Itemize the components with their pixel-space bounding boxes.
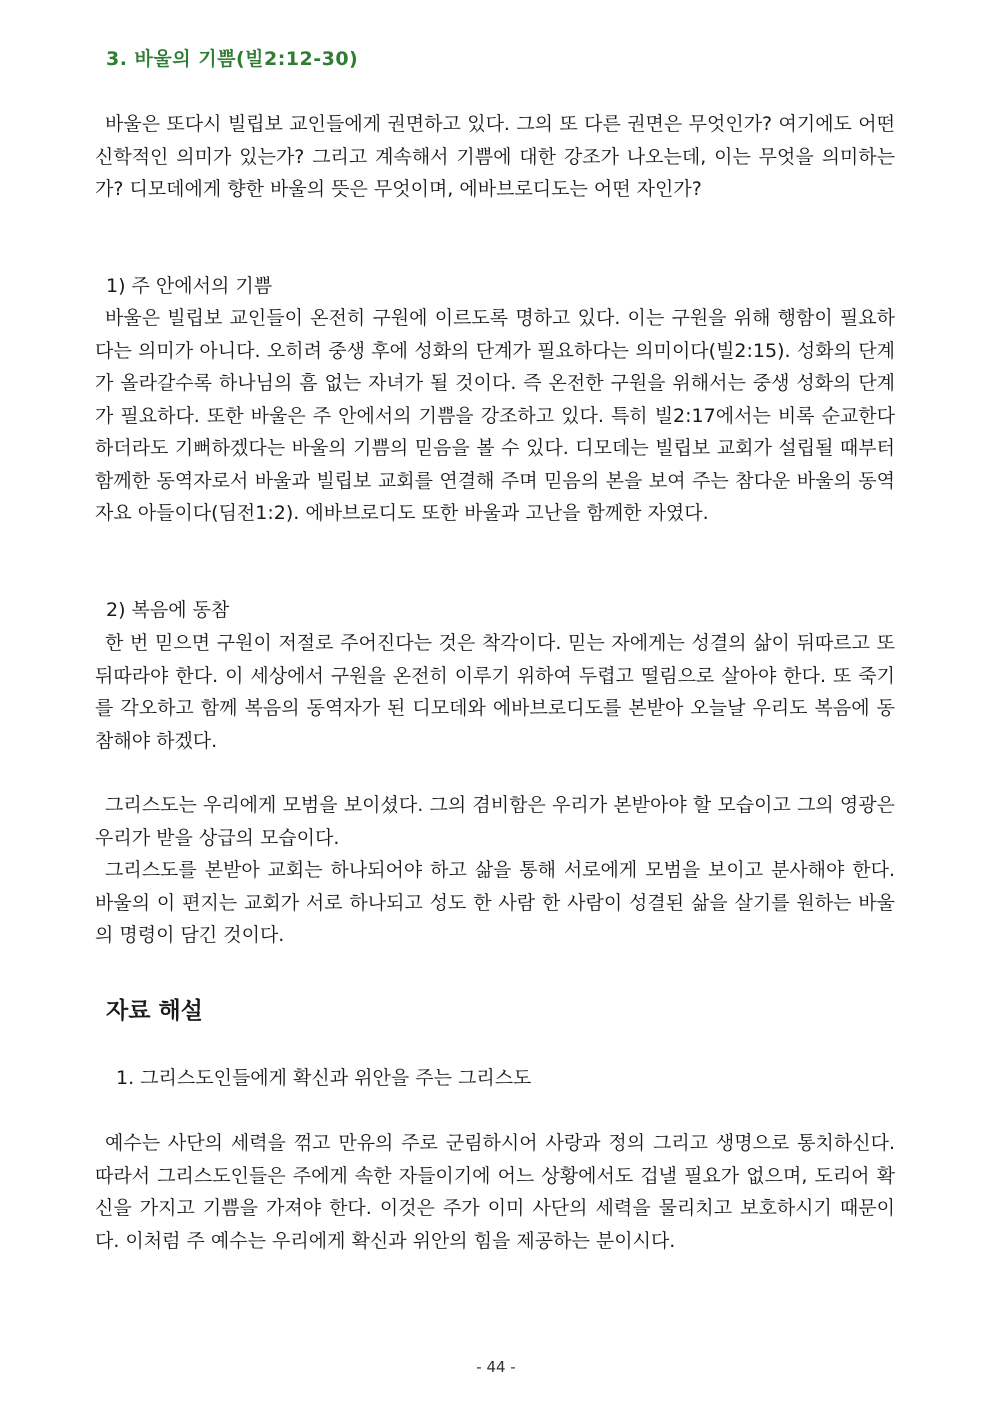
section-title: 3. 바울의 기쁨(빌2:12-30): [106, 48, 359, 70]
subsection-paragraph-2c: 그리스도를 본받아 교회는 하나되어야 하고 삶을 통해 서로에게 모범을 보이고 분사해야 한다. 바울의 이 편지는 교회가 서로 하나되고 성도 한 사람 한 사람이 성결된 삶을 살기를 원하는 바울의 명령이 담긴 것이다.: [95, 859, 895, 946]
subsection-heading-2: 2) 복음에 동참: [106, 599, 230, 621]
commentary-heading: 자료 해설: [106, 998, 203, 1024]
commentary-item-paragraph-1: 예수는 사단의 세력을 꺾고 만유의 주로 군림하시어 사랑과 정의 그리고 생명으로 통치하신다. 따라서 그리스도인들은 주에게 속한 자들이기에 어느 상황에서도 겁낼 필요가 없으며, 도리어 확신을 가지고 기쁨을 가져야 한다. 이것은 주가 이미 사단의 세력을 물리치고 보호하시기 때문이다. 이처럼 주 예수는 우리에게 확신과 위안의 힘을 제공하는 분이시다.: [95, 1132, 895, 1252]
subsection-paragraph-1: 바울은 빌립보 교인들이 온전히 구원에 이르도록 명하고 있다. 이는 구원을 위해 행함이 필요하다는 의미가 아니다. 오히려 중생 후에 성화의 단계가 필요하다는 의미이다(빌2:15). 성화의 단계가 올라갈수록 하나님의 흠 없는 자녀가 될 것이다. 즉 온전한 구원을 위해서는 중생 성화의 단계가 필요하다. 또한 바울은 주 안에서의 기쁨을 강조하고 있다. 특히 빌2:17에서는 비록 순교한다 하더라도 기뻐하겠다는 바울의 기쁨의 믿음을 볼 수 있다. 디모데는 빌립보 교회가 설립될 때부터 함께한 동역자로서 바울과 빌립보 교회를 연결해 주며 믿음의 본을 보여 주는 참다운 바울의 동역자요 아들이다(딤전1:2). 에바브로디도 또한 바울과 고난을 함께한 자였다.: [95, 307, 895, 524]
subsection-heading-1: 1) 주 안에서의 기쁨: [106, 275, 273, 297]
intro-paragraph: 바울은 또다시 빌립보 교인들에게 권면하고 있다. 그의 또 다른 권면은 무엇인가? 여기에도 어떤 신학적인 의미가 있는가? 그리고 계속해서 기쁨에 대한 강조가 나오는데, 이는 무엇을 의미하는가? 디모데에게 향한 바울의 뜻은 무엇이며, 에바브로디도는 어떤 자인가?: [95, 113, 895, 200]
page-number: - 44 -: [476, 1358, 516, 1376]
subsection-paragraph-2a: 한 번 믿으면 구원이 저절로 주어진다는 것은 착각이다. 믿는 자에게는 성결의 삶이 뒤따르고 또 뒤따라야 한다. 이 세상에서 구원을 온전히 이루기 위하여 두렵고 떨림으로 살아야 한다. 또 죽기를 각오하고 함께 복음의 동역자가 된 디모데와 에바브로디도를 본받아 오늘날 우리도 복음에 동참해야 하겠다.: [95, 632, 895, 752]
subsection-paragraph-2b: 그리스도는 우리에게 모범을 보이셨다. 그의 겸비함은 우리가 본받아야 할 모습이고 그의 영광은 우리가 받을 상급의 모습이다.: [95, 794, 895, 849]
commentary-item-heading-1: 1. 그리스도인들에게 확신과 위안을 주는 그리스도: [116, 1067, 532, 1089]
